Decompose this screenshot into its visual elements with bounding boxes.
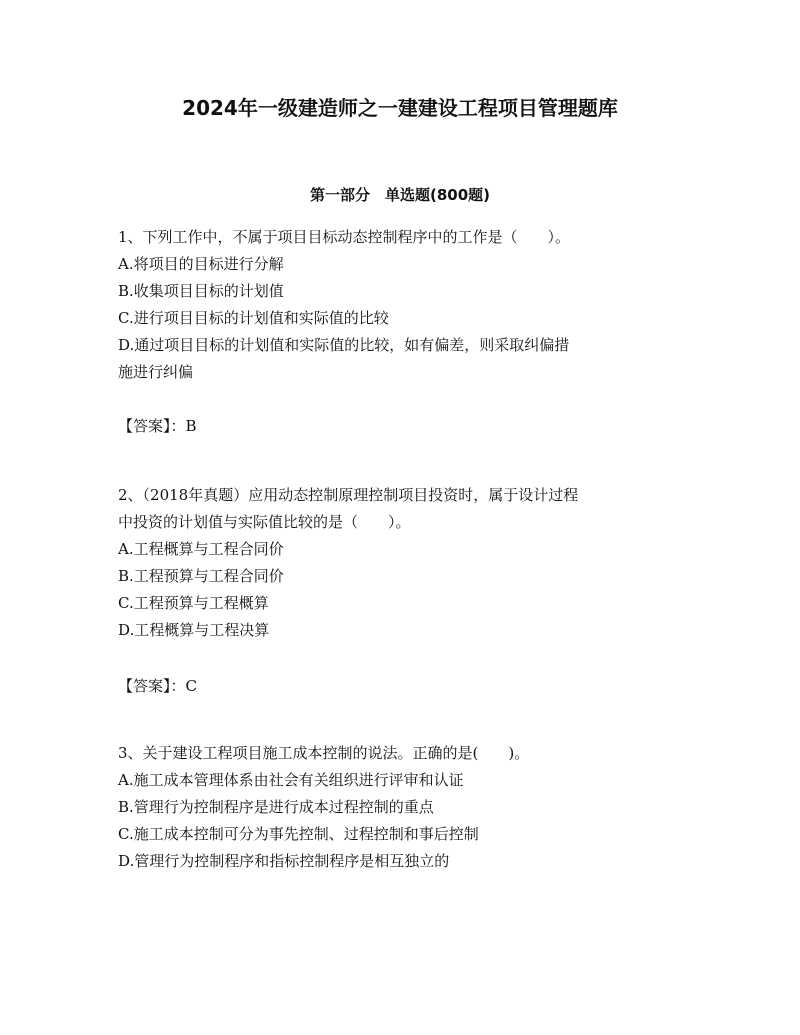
question-1-option-d-continued: 施进行纠偏 [118, 363, 194, 381]
question-3-option-a: A.施工成本管理体系由社会有关组织进行评审和认证 [118, 771, 464, 789]
question-2-stem: 2、（2018年真题）应用动态控制原理控制项目投资时，属于设计过程 [118, 486, 579, 504]
question-1-option-a: A.将项目的目标进行分解 [118, 255, 284, 273]
question-1-answer: 【答案】：B [118, 417, 197, 435]
question-3-option-d: D.管理行为控制程序和指标控制程序是相互独立的 [118, 852, 450, 870]
question-1-option-b: B.收集项目目标的计划值 [118, 282, 284, 300]
question-2-option-a: A.工程概算与工程合同价 [118, 540, 284, 558]
question-2-option-d: D.工程概算与工程决算 [118, 621, 270, 639]
question-1-option-d: D.通过项目目标的计划值和实际值的比较，如有偏差，则采取纠偏措 [118, 336, 570, 354]
question-3-stem: 3、关于建设工程项目施工成本控制的说法。正确的是( )。 [118, 744, 530, 762]
question-3-option-c: C.施工成本控制可分为事先控制、过程控制和事后控制 [118, 825, 479, 843]
question-1-stem: 1、下列工作中，不属于项目目标动态控制程序中的工作是（ ）。 [118, 228, 571, 246]
question-1-option-c: C.进行项目目标的计划值和实际值的比较 [118, 309, 389, 327]
question-2-option-c: C.工程预算与工程概算 [118, 594, 269, 612]
document-title: 2024年一级建造师之一建建设工程项目管理题库 [182, 96, 618, 120]
question-2-answer: 【答案】：C [118, 677, 197, 695]
section-heading: 第一部分 单选题(800题) [309, 186, 491, 204]
question-2-option-b: B.工程预算与工程合同价 [118, 567, 284, 585]
question-2-stem-continued: 中投资的计划值与实际值比较的是（ ）。 [118, 513, 411, 531]
question-3-option-b: B.管理行为控制程序是进行成本过程控制的重点 [118, 798, 434, 816]
